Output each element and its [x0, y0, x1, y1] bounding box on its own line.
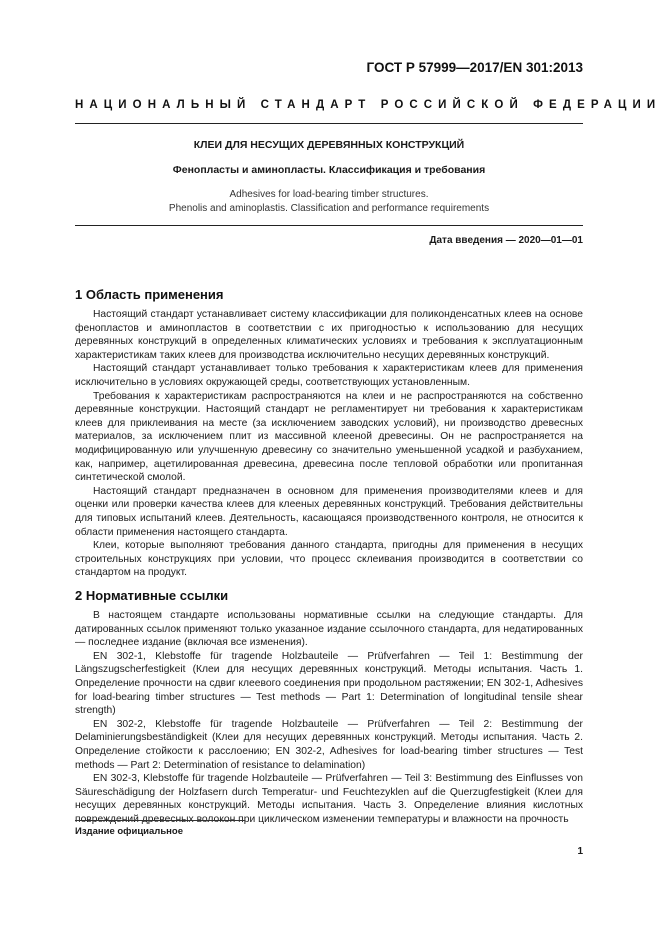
section-heading-scope: 1 Область применения — [75, 287, 224, 302]
section-heading-references: 2 Нормативные ссылки — [75, 588, 229, 603]
paragraph: Настоящий стандарт устанавливает только требования к характеристикам клеев для применения исключительно в условиях окружающей среды, соответствующих установленным. — [75, 363, 583, 388]
paragraph: Требования к характеристикам распространяются на клеи и не распространяются на собственно деревянные конструкции. Настоящий стандарт не регламентирует ни требования к характеристикам клеев для приклеивания на месте (за исключением заводских условий), ни производство древесных материалов, за исключением плит из массивной клееной древесины. Он не распространяется на модифицированную или улучшенную древесину со значительно уменьшенной усадкой и разбуханием, как, например, ацетилированная древесина, древесина после тепловой обработки или пропитанная синтетической смолой. — [75, 390, 583, 484]
paragraph: EN 302-3, Klebstoffe für tragende Holzbauteile — Prüfverfahren — Teil 3: Bestimmung des Einflusses von Säureschädigung der Holzfasern durch Temperatur- und Feuchtezyklen auf die Querzugfestigkeit (Клеи для несущих деревянных конструкций. Методы испытания. Часть 3. Определение влияния кислотных повреждений древесных волокон при циклическом изменении температуры и влажности на прочность — [75, 773, 583, 825]
english-title — [75, 188, 583, 216]
paragraph: EN 302-1, Klebstoffe für tragende Holzbauteile — Prüfverfahren — Teil 1: Bestimmung der Längszugscherfestigkeit (Клеи для несущих деревянных конструкций. Методы испытания. Часть 1. Определение прочности на сдвиг клеевого соединения при продольном растяжении; EN 302-1, Adhesives for load-bearing timber structures — Test methods — Part 1: Determination of longitudinal tensile shear strength) — [75, 650, 583, 717]
introduction-date: Дата введения — 2020—01—01 — [429, 235, 583, 246]
section-scope — [75, 287, 583, 580]
paragraph: Настоящий стандарт предназначен в основном для применения производителями клеев и для оценки или проверки качества клеев для клееных деревянных конструкций. Требования действительны для типовых испытаний клеев. Деятельность, касающаяся производственного контроля, не относится к области применения настоящего стандарта. — [75, 485, 583, 538]
document-subtitle: Фенопласты и аминопласты. Классификация и требования — [172, 164, 486, 176]
title-divider — [75, 225, 583, 226]
paragraph: Клеи, которые выполняют требования данного стандарта, пригодны для применения в несущих строительных конструкциях при условии, что процесс склеивания производится в соответствии со стандартом на продукт. — [75, 540, 583, 579]
paragraph: EN 302-2, Klebstoffe für tragende Holzbauteile — Prüfverfahren — Teil 2: Bestimmung der Delaminierungsbeständigkeit (Клеи для несущих деревянных конструкций. Методы испытания. Часть 2. Определение стойкости к расслоению; EN 302-2, Adhesives for load-bearing timber structures — Test methods — Part 2: Determination of resistance to delamination) — [75, 718, 583, 771]
section-normative-references — [75, 588, 583, 827]
english-title-line-1: Adhesives for load-bearing timber structures. — [229, 189, 429, 200]
footer-divider — [75, 820, 245, 821]
national-standard-banner: НАЦИОНАЛЬНЫЙ СТАНДАРТ РОССИЙСКОЙ ФЕДЕРАЦИИ — [75, 99, 661, 111]
paragraph: В настоящем стандарте использованы нормативные ссылки на следующие стандарты. Для датированных ссылок применяют только указанное издание ссылочного стандарта, для недатированных — последнее издание (включая все изменения). — [75, 610, 583, 649]
paragraph: Настоящий стандарт устанавливает систему классификации для поликонденсатных клеев на основе фенопластов и аминопластов в соответствии с их пригодностью к использованию для несущих деревянных конструкций в определенных климатических условиях и требования к эксплуатационным характеристикам таких клеев для производства исключительно несущих деревянных конструкций. — [75, 309, 583, 361]
document-title: КЛЕИ ДЛЯ НЕСУЩИХ ДЕРЕВЯННЫХ КОНСТРУКЦИЙ — [193, 139, 465, 151]
document-code: ГОСТ Р 57999—2017/EN 301:2013 — [366, 60, 583, 75]
english-title-line-2: Phenolis and aminoplastis. Classification and performance requirements — [168, 203, 490, 214]
page-number: 1 — [577, 846, 583, 857]
official-edition-label: Издание официальное — [75, 826, 183, 837]
header-divider — [75, 123, 583, 124]
